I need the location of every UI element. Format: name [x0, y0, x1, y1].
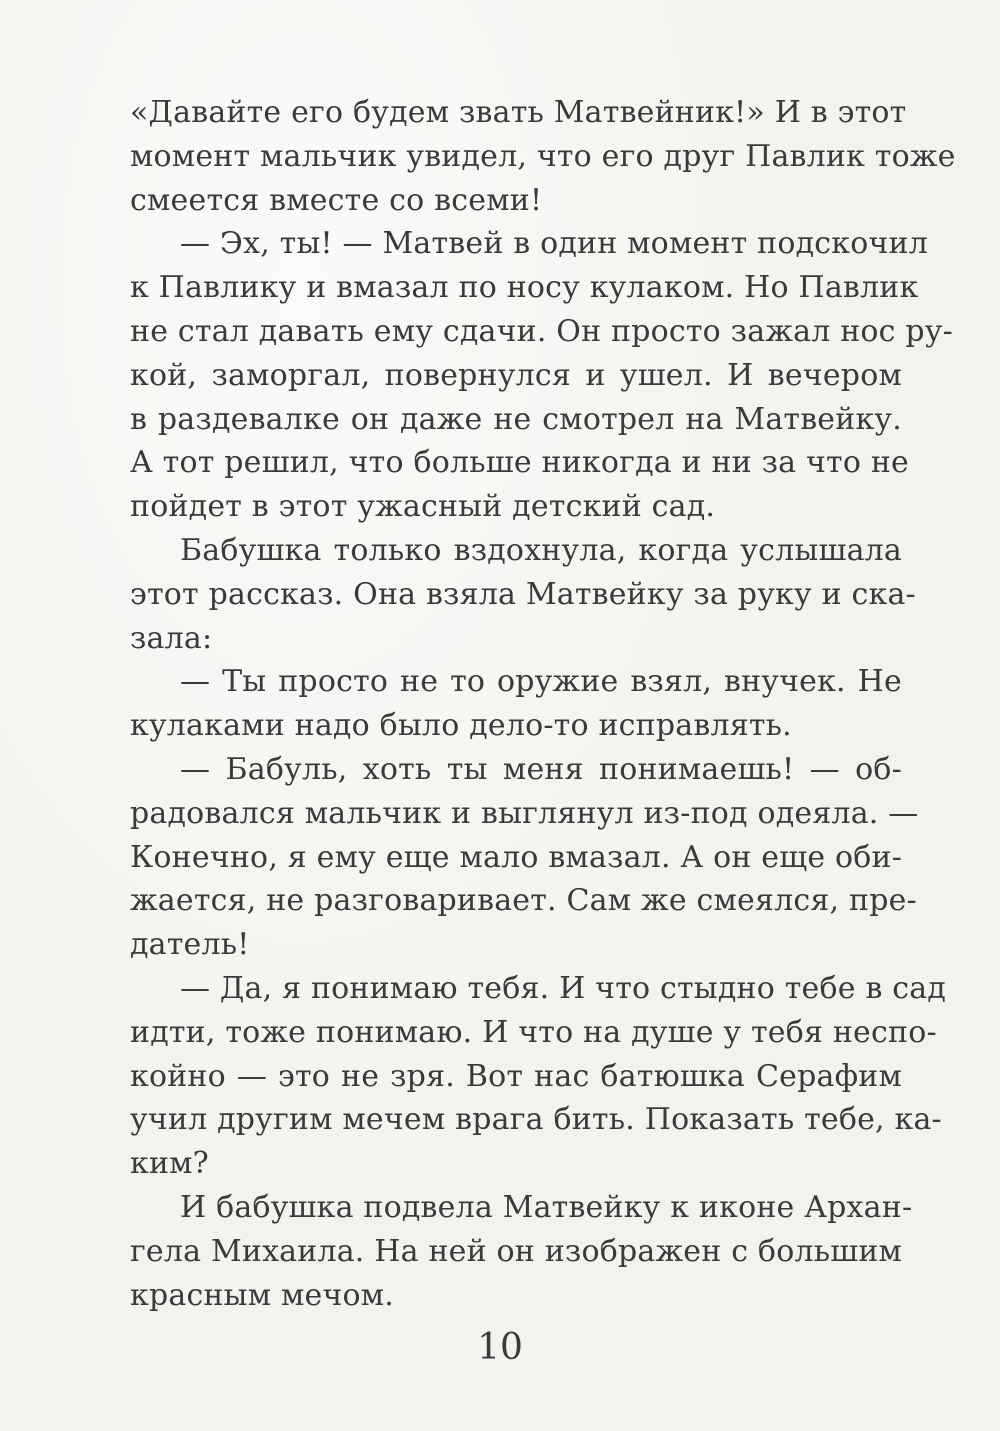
text-line: А тот решил, что больше никогда и ни за что не — [130, 445, 909, 481]
text-line: — Бабуль, хоть ты меня понимаешь! — об- — [180, 751, 902, 787]
text-line: гела Михаила. На ней он изображен с большим — [130, 1233, 903, 1269]
text-line: — Да, я понимаю тебя. И что стыдно тебе в сад — [180, 970, 947, 1006]
text-line: этот рассказ. Она взяла Матвейку за руку и ска- — [130, 576, 916, 612]
text-line: кулаками надо было дело-то исправлять. — [130, 708, 792, 744]
text-line: зала: — [130, 620, 213, 656]
text-line: смеется вместе со всеми! — [130, 182, 543, 218]
text-line: жается, не разговаривает. Сам же смеялся, пре- — [130, 883, 917, 919]
text-line: пойдет в этот ужасный детский сад. — [130, 489, 716, 525]
body-text — [130, 91, 956, 1317]
text-line: учил другим мечем врага бить. Показать тебе, ка- — [130, 1102, 942, 1138]
text-line: Конечно, я ему еще мало вмазал. А он еще оби- — [130, 839, 903, 875]
text-line: радовался мальчик и выглянул из-под одеяла. — — [130, 795, 919, 831]
text-line: в раздевалке он даже не смотрел на Матвейку. — [130, 401, 902, 437]
text-line: момент мальчик увидел, что его друг Павлик тоже — [130, 138, 956, 174]
text-line: кой, заморгал, повернулся и ушел. И вечером — [130, 357, 902, 393]
text-line: датель! — [130, 927, 250, 963]
text-line: красным мечом. — [130, 1277, 395, 1313]
text-line: — Эх, ты! — Матвей в один момент подскочил — [180, 226, 928, 262]
text-line: к Павлику и вмазал по носу кулаком. Но Павлик — [130, 270, 919, 306]
page-number: 10 — [477, 1327, 523, 1368]
text-line: Бабушка только вздохнула, когда услышала — [180, 532, 902, 568]
text-line: ким? — [130, 1146, 209, 1182]
text-line: «Давайте его будем звать Матвейник!» И в этот — [130, 95, 907, 130]
text-line: И бабушка подвела Матвейку к иконе Архан- — [180, 1189, 913, 1225]
text-line: не стал давать ему сдачи. Он просто зажал нос ру- — [130, 313, 953, 349]
text-line: идти, тоже понимаю. И что на душе у тебя неспо- — [130, 1014, 937, 1050]
text-line: койно — это не зря. Вот нас батюшка Серафим — [130, 1058, 902, 1094]
text-line: — Ты просто не то оружие взял, внучек. Не — [180, 664, 902, 700]
